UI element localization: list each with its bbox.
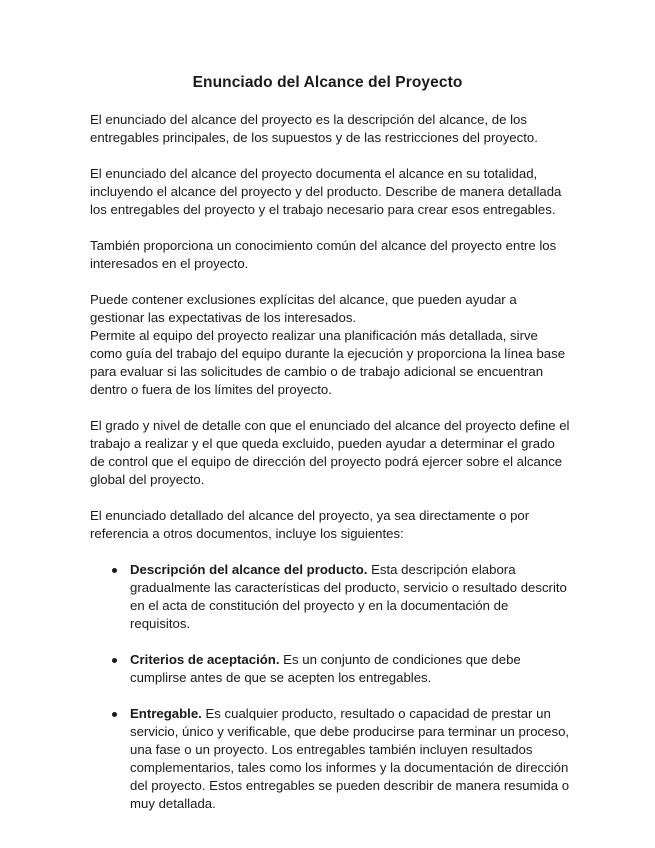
document-body (90, 111, 572, 831)
list-item-term: Criterios de aceptación. (130, 652, 280, 667)
list-item-text: Esta descripción elabora gradualmente las características del producto, servicio o resultado descrito en el acta de constitución del proyecto y en la documentación de requisitos. (130, 562, 567, 631)
paragraph-documents-scope: El enunciado del alcance del proyecto documenta el alcance en su totalidad, incluyendo el alcance del proyecto y del producto. Describe de manera detallada los entregables del proyecto y el trabajo necesario para crear esos entregables. (90, 166, 562, 217)
paragraph-detail-level: El grado y nivel de detalle con que el enunciado del alcance del proyecto define el trabajo a realizar y el que queda excluido, pueden ayudar a determinar el grado de control que el equipo de dirección del proyecto podrá ejercer sobre el alcance global del proyecto. (90, 418, 570, 487)
list-item (90, 651, 572, 687)
list-item-text: Es un conjunto de condiciones que debe cumplirse antes de que se acepten los entregables. (130, 652, 521, 685)
paragraph-exclusions: Puede contener exclusiones explícitas del alcance, que pueden ayudar a gestionar las expectativas de los interesados. (90, 292, 517, 325)
scope-items-list (90, 561, 572, 813)
list-item-text: Es cualquier producto, resultado o capacidad de prestar un servicio, único y verificable, que debe producirse para terminar un proceso, una fase o un proyecto. Los entregables también incluyen resultados complementarios, tales como los informes y la documentación de dirección del proyecto. Estos entregables se pueden describir de manera resumida o muy detallada. (130, 706, 570, 811)
list-item-term: Entregable. (130, 706, 202, 721)
bullet-icon (112, 568, 117, 573)
bullet-icon (112, 658, 117, 663)
list-item (90, 561, 572, 633)
list-item-term: Descripción del alcance del producto. (130, 562, 368, 577)
paragraph-planning: Permite al equipo del proyecto realizar una planificación más detallada, sirve como guía del trabajo del equipo durante la ejecución y proporciona la línea base para evaluar si las solicitudes de cambio o de trabajo adicional se encuentran dentro o fuera de los límites del proyecto. (90, 328, 566, 397)
bullet-icon (112, 712, 117, 717)
document-title: Enunciado del Alcance del Proyecto (192, 74, 463, 91)
paragraph-includes: El enunciado detallado del alcance del proyecto, ya sea directamente o por referencia a otros documentos, incluye los siguientes: (90, 508, 530, 541)
paragraph-common-understanding: También proporciona un conocimiento común del alcance del proyecto entre los interesados en el proyecto. (90, 238, 557, 271)
list-item (90, 705, 572, 813)
paragraph-definition: El enunciado del alcance del proyecto es la descripción del alcance, de los entregables principales, de los supuestos y de las restricciones del proyecto. (90, 112, 538, 145)
